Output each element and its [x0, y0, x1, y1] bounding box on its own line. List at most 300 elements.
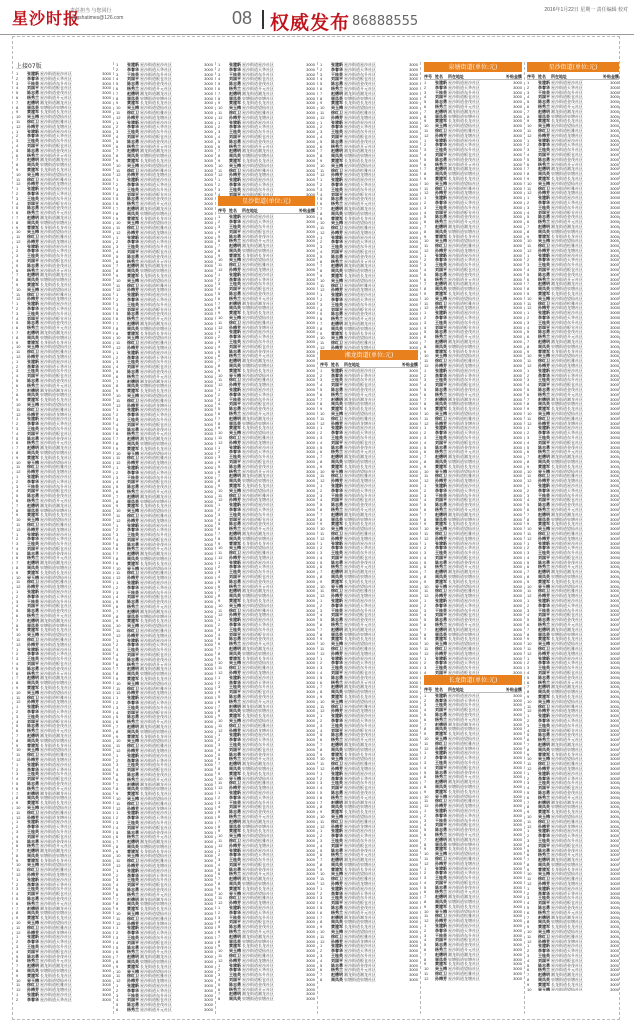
- table-row: 6 杨秀兰 星沙街道开元社区 3000: [218, 756, 315, 762]
- table-row: 10 吴玉梅 星沙街道望仙社区 3000: [16, 114, 111, 119]
- table-row: 6 杨秀兰 星沙街道开元社区 3000: [218, 85, 315, 91]
- table-row: 11 徐红卫 星沙街道松雅社区 3000: [424, 530, 522, 536]
- table-row: 2 李春华 星沙街道天华社区 3000: [527, 257, 619, 263]
- table-row: 9 黄建军 长龙街道长龙社区 3000: [218, 828, 315, 834]
- table-row: 6 杨秀兰 星沙街道开元社区 3000: [320, 622, 418, 627]
- table-row: 3 王桂英 星沙街道东升社区 3000: [116, 819, 213, 825]
- table-row: 10 吴玉梅 星沙街道望仙社区 3000: [16, 401, 111, 407]
- table-row: 8 周凤英 泉塘街道泉塘社区 3000: [527, 689, 619, 694]
- table-row: 11 徐红卫 星沙街道松雅社区 3000: [218, 492, 315, 498]
- table-row: 8 周凤英 泉塘街道泉塘社区 3000: [424, 726, 522, 732]
- table-row: 6 杨秀兰 星沙街道开元社区 3000: [320, 794, 418, 800]
- table-row: 10 吴玉梅 星沙街道望仙社区 3000: [527, 583, 619, 589]
- table-row: 12 孙梅芳 星沙街道龙塘社区 3000: [218, 497, 315, 503]
- table-row: 8 周凤英 泉塘街道泉塘社区 3000: [424, 956, 522, 962]
- table-row: 6 杨秀兰 星沙街道开元社区 3000: [424, 103, 522, 109]
- table-row: 8 周凤英 泉塘街道泉塘社区 3000: [527, 171, 619, 176]
- masthead: [0, 0, 634, 35]
- table-row: 9 黄建军 长龙街道长龙社区 3000: [116, 273, 213, 278]
- table-row: 7 赵德明 湘龙街道湘龙社区 3000: [116, 896, 213, 902]
- table-row: 2 李春华 星沙街道天华社区 3000: [424, 142, 522, 148]
- table-row: 3 王桂英 星沙街道东升社区 3000: [218, 741, 315, 747]
- table-row: 5 陈志勇 星沙街道金茂社区 3000: [116, 599, 213, 605]
- table-row: 12 孙梅芳 星沙街道龙塘社区 3000: [116, 517, 213, 523]
- table-row: 11 徐红卫 星沙街道松雅社区 3000: [218, 262, 315, 268]
- table-row: 8 周凤英 泉塘街道泉塘社区 3000: [320, 861, 418, 867]
- table-row: 5 陈志勇 星沙街道金茂社区 3000: [116, 541, 213, 547]
- table-row: 2 李春华 星沙街道天华社区 3000: [320, 297, 418, 302]
- table-row: 6 杨秀兰 星沙街道开元社区 3000: [218, 353, 315, 359]
- table-row: 8 周凤英 泉塘街道泉塘社区 3000: [218, 247, 315, 253]
- table-row: 11 徐红卫 星沙街道松雅社区 3000: [527, 876, 619, 882]
- table-row: 4 刘国平 星沙街道板仓社区 3000: [16, 488, 111, 494]
- table-row: 8 周凤英 泉塘街道泉塘社区 3000: [116, 210, 213, 216]
- table-row: 3 王桂英 星沙街道东升社区 3000: [527, 204, 619, 210]
- table-row: 5 陈志勇 星沙街道金茂社区 3000: [527, 962, 619, 968]
- table-row: 9 黄建军 长龙街道长龙社区 3000: [16, 282, 111, 287]
- table-row: 11 徐红卫 星沙街道松雅社区 3000: [320, 415, 418, 421]
- table-row: 4 刘国平 星沙街道板仓社区 3000: [16, 200, 111, 206]
- table-row: 6 杨秀兰 星沙街道开元社区 3000: [116, 373, 213, 379]
- table-row: 8 周凤英 泉塘街道泉塘社区 3000: [218, 363, 315, 368]
- table-row: 4 刘国平 星沙街道板仓社区 3000: [424, 324, 522, 330]
- table-row: 9 黄建军 长龙街道长龙社区 3000: [320, 866, 418, 872]
- table-row: 8 周凤英 泉塘街道泉塘社区 3000: [218, 996, 315, 1001]
- table-row: 3 王桂英 星沙街道东升社区 3000: [16, 483, 111, 489]
- table-row: 11 徐红卫 星沙街道松雅社区 3000: [16, 752, 111, 757]
- table-row: 5 陈志勇 星沙街道金茂社区 3000: [218, 578, 315, 584]
- table-row: 5 陈志勇 星沙街道金茂社区 3000: [16, 953, 111, 959]
- table-row: 5 陈志勇 星沙街道金茂社区 3000: [527, 329, 619, 335]
- table-row: 8 周凤英 泉塘街道泉塘社区 3000: [116, 153, 213, 158]
- table-row: 4 刘国平 星沙街道板仓社区 3000: [527, 382, 619, 387]
- table-row: 4 刘国平 星沙街道板仓社区 3000: [16, 776, 111, 781]
- table-row: 2 李春华 星沙街道天华社区 3000: [424, 755, 522, 760]
- table-row: 12 孙梅芳 星沙街道龙塘社区 3000: [16, 641, 111, 647]
- table-row: 7 赵德明 湘龙街道湘龙社区 3000: [527, 511, 619, 517]
- table-row: 12 孙梅芳 星沙街道龙塘社区 3000: [116, 863, 213, 868]
- table-row: 3 王桂英 星沙街道东升社区 3000: [527, 434, 619, 440]
- table-row: 5 陈志勇 星沙街道金茂社区 3000: [16, 896, 111, 901]
- table-row: 11 徐红卫 星沙街道松雅社区 3000: [527, 818, 619, 824]
- table-row: 7 赵德明 湘龙街道湘龙社区 3000: [116, 263, 213, 269]
- table-row: 4 刘国平 星沙街道板仓社区 3000: [527, 497, 619, 503]
- table-row: 1 张建新 星沙街道星沙社区 3000: [320, 713, 418, 718]
- table-row: 2 李春华 星沙街道天华社区 3000: [116, 642, 213, 648]
- table-row: 7 赵德明 湘龙街道湘龙社区 3000: [527, 741, 619, 747]
- table-row: 7 赵德明 湘龙街道湘龙社区 3000: [16, 445, 111, 450]
- table-row: 2 李春华 星沙街道天华社区 3000: [320, 717, 418, 723]
- table-row: 8 周凤英 泉塘街道泉塘社区 3000: [218, 153, 315, 158]
- table-row: 9 黄建军 长龙街道长龙社区 3000: [320, 578, 418, 584]
- table-row: 7 赵德明 湘龙街道湘龙社区 3000: [320, 263, 418, 269]
- table-row: 9 黄建军 长龙街道长龙社区 3000: [116, 388, 213, 393]
- table-row: 6 杨秀兰 星沙街道开元社区 3000: [527, 449, 619, 455]
- table-row: 4 刘国平 星沙街道板仓社区 3000: [116, 882, 213, 888]
- table-row: 7 赵德明 湘龙街道湘龙社区 3000: [116, 954, 213, 960]
- table-row: 7 赵德明 湘龙街道湘龙社区 3000: [16, 790, 111, 796]
- table-row: 4 刘国平 星沙街道板仓社区 3000: [320, 727, 418, 733]
- table-row: 6 杨秀兰 星沙街道开元社区 3000: [116, 661, 213, 667]
- table-row: 10 吴玉梅 星沙街道望仙社区 3000: [320, 929, 418, 934]
- table-row: 8 周凤英 泉塘街道泉塘社区 3000: [218, 478, 315, 483]
- table-row: 3 王桂英 星沙街道东升社区 3000: [527, 492, 619, 498]
- table-row: 12 孙梅芳 星沙街道龙塘社区 3000: [16, 123, 111, 129]
- table-row: 8 周凤英 泉塘街道泉塘社区 3000: [218, 420, 315, 426]
- table-row: 5 陈志勇 星沙街道金茂社区 3000: [424, 617, 522, 623]
- table-row: 4 刘国平 星沙街道板仓社区 3000: [527, 900, 619, 906]
- table-row: 6 杨秀兰 星沙街道开元社区 3000: [16, 152, 111, 158]
- table-row: 7 赵德明 湘龙街道湘龙社区 3000: [218, 300, 315, 306]
- table-row: 11 徐红卫 星沙街道松雅社区 3000: [116, 109, 213, 115]
- table-row: 6 杨秀兰 星沙街道开元社区 3000: [424, 947, 522, 952]
- table-row: 2 李春华 星沙街道天华社区 3000: [424, 812, 522, 818]
- table-row: 4 刘国平 星沙街道板仓社区 3000: [320, 382, 418, 387]
- table-row: 6 杨秀兰 星沙街道开元社区 3000: [16, 382, 111, 388]
- table-row: 10 吴玉梅 星沙街道望仙社区 3000: [116, 680, 213, 686]
- table-row: 2 李春华 星沙街道天华社区 3000: [424, 697, 522, 703]
- table-row: 5 陈志勇 星沙街道金茂社区 3000: [424, 99, 522, 104]
- table-row: 8 周凤英 泉塘街道泉塘社区 3000: [16, 795, 111, 801]
- table-row: 6 杨秀兰 星沙街道开元社区 3000: [527, 506, 619, 512]
- table-row: 3 王桂英 星沙街道东升社区 3000: [116, 474, 213, 480]
- table-row: 9 黄建军 长龙街道长龙社区 3000: [527, 578, 619, 584]
- table-row: 12 孙梅芳 星沙街道龙塘社区 3000: [16, 584, 111, 590]
- table-row: 12 孙梅芳 星沙街道龙塘社区 3000: [116, 229, 213, 235]
- table-row: 11 徐红卫 星沙街道松雅社区 3000: [527, 127, 619, 133]
- table-row: 10 吴玉梅 星沙街道望仙社区 3000: [320, 220, 418, 226]
- table-row: 9 黄建军 长龙街道长龙社区 3000: [424, 175, 522, 181]
- table-row: 3 王桂英 星沙街道东升社区 3000: [116, 647, 213, 653]
- table-row: 3 王桂英 星沙街道东升社区 3000: [116, 71, 213, 77]
- table-row: 11 徐红卫 星沙街道松雅社区 3000: [116, 282, 213, 288]
- table-row: 3 王桂英 星沙街道东升社区 3000: [424, 377, 522, 383]
- table-row: 7 赵德明 湘龙街道湘龙社区 3000: [116, 723, 213, 729]
- table-row: 4 刘国平 星沙街道板仓社区 3000: [116, 479, 213, 485]
- table-row: 1 张建新 星沙街道星沙社区 3000: [116, 925, 213, 931]
- table-row: 3 王桂英 星沙街道东升社区 3000: [527, 262, 619, 268]
- table-row: 7 赵德明 湘龙街道湘龙社区 3000: [16, 963, 111, 969]
- table-row: 2 李春华 星沙街道天华社区 3000: [218, 449, 315, 455]
- table-row: 3 王桂英 星沙街道东升社区 3000: [424, 434, 522, 440]
- table-row: 10 吴玉梅 星沙街道望仙社区 3000: [527, 123, 619, 128]
- table-row: 5 陈志勇 星沙街道金茂社区 3000: [320, 847, 418, 853]
- table-row: 2 李春华 星沙街道天华社区 3000: [527, 775, 619, 781]
- table-row: 10 吴玉梅 星沙街道望仙社区 3000: [320, 756, 418, 762]
- table-row: 11 徐红卫 星沙街道松雅社区 3000: [527, 703, 619, 709]
- table-row: 3 王桂英 星沙街道东升社区 3000: [320, 301, 418, 307]
- table-row: 7 赵德明 湘龙街道湘龙社区 3000: [527, 339, 619, 344]
- table-row: 7 赵德明 湘龙街道湘龙社区 3000: [116, 608, 213, 614]
- newspaper-logo: 星沙时报: [12, 9, 81, 28]
- table-row: 9 黄建军 长龙街道长龙社区 3000: [16, 915, 111, 921]
- table-row: 12 孙梅芳 星沙街道龙塘社区 3000: [116, 287, 213, 293]
- table-row: 8 周凤英 泉塘街道泉塘社区 3000: [424, 841, 522, 847]
- table-row: 2 李春华 星沙街道天华社区 3000: [218, 391, 315, 397]
- table-row: 9 黄建军 长龙街道长龙社区 3000: [16, 224, 111, 230]
- table-row: 9 黄建军 长龙街道长龙社区 3000: [218, 943, 315, 949]
- table-row: 5 陈志勇 星沙街道金茂社区 3000: [218, 291, 315, 296]
- table-row: 12 孙梅芳 星沙街道龙塘社区 3000: [218, 842, 315, 848]
- table-row: 3 王桂英 星沙街道东升社区 3000: [320, 71, 418, 77]
- table-row: 2 李春华 星沙街道天华社区 3000: [527, 717, 619, 723]
- table-row: 3 王桂英 星沙街道东升社区 3000: [527, 953, 619, 958]
- table-row: 5 陈志勇 星沙街道金茂社区 3000: [527, 789, 619, 795]
- table-row: 11 徐红卫 星沙街道松雅社区 3000: [116, 455, 213, 461]
- table-row: 4 刘国平 星沙街道板仓社区 3000: [527, 209, 619, 215]
- table-row: 6 杨秀兰 星沙街道开元社区 3000: [16, 900, 111, 906]
- table-row: 8 周凤英 泉塘街道泉塘社区 3000: [527, 458, 619, 464]
- table-row: 8 周凤英 泉塘街道泉塘社区 3000: [116, 786, 213, 792]
- table-row: 3 王桂英 星沙街道东升社区 3000: [424, 262, 522, 268]
- table-row: 6 杨秀兰 星沙街道开元社区 3000: [320, 449, 418, 455]
- table-row: 1 张建新 星沙街道星沙社区 3000: [116, 867, 213, 873]
- table-row: 11 徐红卫 星沙街道松雅社区 3000: [424, 798, 522, 804]
- table-row: 9 黄建军 长龙街道长龙社区 3000: [320, 809, 418, 814]
- table-row: 3 王桂英 星沙街道东升社区 3000: [424, 89, 522, 95]
- table-row: 3 王桂英 星沙街道东升社区 3000: [116, 877, 213, 883]
- table-row: 9 黄建军 长龙街道长龙社区 3000: [424, 636, 522, 642]
- table-row: 8 周凤英 泉塘街道泉塘社区 3000: [424, 458, 522, 464]
- table-row: 10 吴玉梅 星沙街道望仙社区 3000: [116, 738, 213, 744]
- table-row: 1 张建新 星沙街道星沙社区 3000: [320, 943, 418, 949]
- table-row: 9 黄建军 长龙街道长龙社区 3000: [16, 800, 111, 805]
- table-row: 5 陈志勇 星沙街道金茂社区 3000: [424, 559, 522, 565]
- table-row: 5 陈志勇 星沙街道金茂社区 3000: [527, 617, 619, 623]
- table-row: 12 孙梅芳 星沙街道龙塘社区 3000: [218, 382, 315, 387]
- table-row: 1 张建新 星沙街道星沙社区 3000: [527, 482, 619, 488]
- table-row: 6 杨秀兰 星沙街道开元社区 3000: [424, 161, 522, 167]
- table-row: 2 李春华 星沙街道天华社区 3000: [218, 506, 315, 512]
- table-row: 2 李春华 星沙街道天华社区 3000: [424, 660, 522, 666]
- table-row: 1 张建新 星沙街道星沙社区 3000: [424, 750, 522, 756]
- table-row: 11 徐红卫 星沙街道松雅社区 3000: [116, 743, 213, 748]
- table-row: 2 李春华 星沙街道天华社区 3000: [16, 248, 111, 254]
- table-row: 6 杨秀兰 星沙街道开元社区 3000: [218, 698, 315, 704]
- table-row: 10 吴玉梅 星沙街道望仙社区 3000: [527, 641, 619, 647]
- table-row: 11 徐红卫 星沙街道松雅社区 3000: [16, 349, 111, 355]
- table-row: 7 赵德明 湘龙街道湘龙社区 3000: [16, 272, 111, 278]
- table-row: 3 王桂英 星沙街道东升社区 3000: [527, 665, 619, 671]
- table-row: 1 张建新 星沙街道星沙社区 3000: [116, 119, 213, 125]
- table-row: 5 陈志勇 星沙街道金茂社区 3000: [116, 656, 213, 662]
- table-row: 1 张建新 星沙街道星沙社区 3000: [116, 695, 213, 700]
- table-row: 10 吴玉梅 星沙街道望仙社区 3000: [116, 853, 213, 859]
- table-row: 7 赵德明 湘龙街道湘龙社区 3000: [424, 511, 522, 517]
- table-row: 7 赵德明 湘龙街道湘龙社区 3000: [116, 90, 213, 96]
- table-row: 10 吴玉梅 星沙街道望仙社区 3000: [16, 632, 111, 638]
- table-row: 2 李春华 星沙街道天华社区 3000: [527, 545, 619, 551]
- table-row: 3 王桂英 星沙街道东升社区 3000: [320, 665, 418, 671]
- table-row: 4 刘国平 星沙街道板仓社区 3000: [320, 785, 418, 790]
- table-row: 7 赵德明 湘龙街道湘龙社区 3000: [116, 321, 213, 326]
- table-row: 11 徐红卫 星沙街道松雅社区 3000: [116, 628, 213, 633]
- table-row: 2 李春华 星沙街道天华社区 3000: [116, 699, 213, 705]
- table-row: 5 陈志勇 星沙街道金茂社区 3000: [527, 156, 619, 162]
- table-row: 2 李春华 星沙街道天华社区 3000: [218, 181, 315, 187]
- table-row: 4 刘国平 星沙街道板仓社区 3000: [218, 574, 315, 579]
- table-row: 4 刘国平 星沙街道板仓社区 3000: [116, 421, 213, 427]
- table-row: 11 徐红卫 星沙街道松雅社区 3000: [16, 637, 111, 642]
- table-row: 8 周凤英 泉塘街道泉塘社区 3000: [16, 565, 111, 570]
- table-row: 8 周凤英 泉塘街道泉塘社区 3000: [527, 631, 619, 637]
- table-row: 10 吴玉梅 星沙街道望仙社区 3000: [527, 756, 619, 762]
- table-row: 4 刘国平 星沙街道板仓社区 3000: [218, 133, 315, 139]
- table-row: 11 徐红卫 星沙街道松雅社区 3000: [320, 473, 418, 479]
- table-row: 8 周凤英 泉塘街道泉塘社区 3000: [424, 113, 522, 119]
- table-row: 7 赵德明 湘龙街道湘龙社区 3000: [424, 951, 522, 957]
- table-row: 12 孙梅芳 星沙街道龙塘社区 3000: [424, 803, 522, 808]
- table-row: 4 刘国平 星沙街道板仓社区 3000: [116, 652, 213, 657]
- table-row: 2 李春华 星沙街道天华社区 3000: [320, 239, 418, 245]
- table-row: 7 赵德明 湘龙街道湘龙社区 3000: [218, 761, 315, 766]
- table-row: 6 杨秀兰 星沙街道开元社区 3000: [16, 497, 111, 503]
- table-row: 4 刘国平 星沙街道板仓社区 3000: [320, 842, 418, 848]
- table-row: 4 刘国平 星沙街道板仓社区 3000: [320, 133, 418, 139]
- table-row: 2 李春华 星沙街道天华社区 3000: [320, 602, 418, 608]
- table-row: 5 陈志勇 星沙街道金茂社区 3000: [16, 493, 111, 498]
- table-row: 2 李春华 星沙街道天华社区 3000: [16, 421, 111, 426]
- table-row: 9 黄建军 长龙街道长龙社区 3000: [424, 903, 522, 909]
- table-row: 12 孙梅芳 星沙街道龙塘社区 3000: [218, 554, 315, 560]
- table-row: 10 吴玉梅 星沙街道望仙社区 3000: [424, 295, 522, 301]
- table-row: 4 刘国平 星沙街道板仓社区 3000: [218, 977, 315, 982]
- table-row: 1 张建新 星沙街道星沙社区 3000: [424, 80, 522, 85]
- table-row: 12 孙梅芳 星沙街道龙塘社区 3000: [424, 860, 522, 866]
- table-row: 4 刘国平 星沙街道板仓社区 3000: [527, 612, 619, 618]
- table-row: 8 周凤英 泉塘街道泉塘社区 3000: [116, 383, 213, 389]
- table-row: 11 徐红卫 星沙街道松雅社区 3000: [424, 740, 522, 746]
- table-row: 2 李春华 星沙街道天华社区 3000: [116, 354, 213, 360]
- table-row: 10 吴玉梅 星沙街道望仙社区 3000: [16, 862, 111, 868]
- table-row: 7 赵德明 湘龙街道湘龙社区 3000: [116, 493, 213, 499]
- table-row: 8 周凤英 泉塘街道泉塘社区 3000: [527, 919, 619, 925]
- table-row: 4 刘国平 星沙街道板仓社区 3000: [16, 661, 111, 666]
- table-row: 11 徐红卫 星沙街道松雅社区 3000: [424, 300, 522, 306]
- list-column: [218, 62, 315, 1014]
- table-row: 4 刘国平 星沙街道板仓社区 3000: [320, 670, 418, 675]
- table-row: 8 周凤英 泉塘街道泉塘社区 3000: [424, 286, 522, 292]
- table-row: 3 王桂英 星沙街道东升社区 3000: [424, 147, 522, 152]
- table-row: 9 黄建军 长龙街道长龙社区 3000: [424, 406, 522, 411]
- table-row: 7 赵德明 湘龙街道湘龙社区 3000: [320, 90, 418, 96]
- table-row: 9 黄建军 长龙街道长龙社区 3000: [116, 503, 213, 509]
- table-row: 10 吴玉梅 星沙街道望仙社区 3000: [320, 813, 418, 819]
- table-row: 8 周凤英 泉塘街道泉塘社区 3000: [218, 535, 315, 541]
- table-row: 6 杨秀兰 星沙街道开元社区 3000: [16, 325, 111, 331]
- table-row: 5 陈志勇 星沙街道金茂社区 3000: [218, 809, 315, 814]
- table-row: 11 徐红卫 星沙街道松雅社区 3000: [424, 855, 522, 861]
- table-row: 12 孙梅芳 星沙街道龙塘社区 3000: [16, 354, 111, 359]
- table-row: 8 周凤英 泉塘街道泉塘社区 3000: [424, 631, 522, 637]
- table-row: 5 陈志勇 星沙街道金茂社区 3000: [16, 378, 111, 383]
- table-row: 6 杨秀兰 星沙街道开元社区 3000: [320, 564, 418, 570]
- table-row: 3 王桂英 星沙街道东升社区 3000: [424, 550, 522, 555]
- table-row: 7 赵德明 湘龙街道湘龙社区 3000: [424, 108, 522, 114]
- table-row: 4 刘国平 星沙街道板仓社区 3000: [320, 497, 418, 503]
- table-row: 4 刘国平 星沙街道板仓社区 3000: [320, 612, 418, 618]
- page-number: 08: [232, 8, 253, 28]
- table-row: 9 黄建军 长龙街道长龙社区 3000: [218, 655, 315, 661]
- table-row: 10 吴玉梅 星沙街道望仙社区 3000: [424, 238, 522, 244]
- table-row: 3 王桂英 星沙街道东升社区 3000: [424, 492, 522, 498]
- table-row: 9 黄建军 长龙街道长龙社区 3000: [116, 560, 213, 566]
- table-row: 11 徐红卫 星沙街道松雅社区 3000: [16, 694, 111, 700]
- table-row: 2 李春华 星沙街道天华社区 3000: [424, 927, 522, 933]
- table-row: 6 杨秀兰 星沙街道开元社区 3000: [218, 295, 315, 301]
- table-row: 6 杨秀兰 星沙街道开元社区 3000: [527, 622, 619, 627]
- table-row: 11 徐红卫 星沙街道松雅社区 3000: [16, 464, 111, 470]
- table-row: 5 陈志勇 星沙街道金茂社区 3000: [424, 712, 522, 717]
- table-row: 9 黄建军 长龙街道长龙社区 3000: [424, 348, 522, 354]
- table-row: 10 吴玉梅 星沙街道望仙社区 3000: [527, 468, 619, 474]
- table-row: 9 黄建军 长龙街道长龙社区 3000: [527, 175, 619, 181]
- table-row: 6 杨秀兰 星沙街道开元社区 3000: [424, 774, 522, 780]
- table-row: 7 赵德明 湘龙街道湘龙社区 3000: [116, 436, 213, 441]
- table-row: 3 王桂英 星沙街道东升社区 3000: [320, 895, 418, 901]
- table-row: 6 杨秀兰 星沙街道开元社区 3000: [116, 546, 213, 552]
- table-row: 10 吴玉梅 星沙街道望仙社区 3000: [218, 602, 315, 608]
- table-row: 4 刘国平 星沙街道板仓社区 3000: [116, 767, 213, 772]
- table-row: 9 黄建军 长龙街道长龙社区 3000: [218, 713, 315, 718]
- table-row: 3 王桂英 星沙街道东升社区 3000: [16, 944, 111, 949]
- table-row: 12 孙梅芳 星沙街道龙塘社区 3000: [320, 114, 418, 120]
- table-row: 4 刘国平 星沙街道板仓社区 3000: [16, 891, 111, 897]
- table-row: 11 徐红卫 星沙街道松雅社区 3000: [424, 358, 522, 364]
- table-row: 9 黄建军 长龙街道长龙社区 3000: [424, 578, 522, 584]
- table-row: 12 孙梅芳 星沙街道龙塘社区 3000: [16, 238, 111, 244]
- table-row: 8 周凤英 泉塘街道泉塘社区 3000: [320, 804, 418, 810]
- table-row: 8 周凤英 泉塘街道泉塘社区 3000: [527, 574, 619, 579]
- row-list: [424, 693, 522, 981]
- table-row: 7 赵德明 湘龙街道湘龙社区 3000: [527, 857, 619, 862]
- row-list: [320, 62, 418, 350]
- table-row: 11 徐红卫 星沙街道松雅社区 3000: [424, 185, 522, 191]
- table-row: 2 李春华 星沙街道天华社区 3000: [16, 766, 111, 772]
- table-row: 6 杨秀兰 星沙街道开元社区 3000: [320, 201, 418, 206]
- table-row: 12 孙梅芳 星沙街道龙塘社区 3000: [16, 411, 111, 417]
- table-row: 3 王桂英 星沙街道东升社区 3000: [218, 186, 315, 192]
- table-row: 2 李春华 星沙街道天华社区 3000: [116, 987, 213, 993]
- table-row: 11 徐红卫 星沙街道松雅社区 3000: [116, 685, 213, 691]
- table-row: 12 孙梅芳 星沙街道龙塘社区 3000: [527, 420, 619, 426]
- table-row: 12 孙梅芳 星沙街道龙塘社区 3000: [218, 670, 315, 675]
- table-row: 12 孙梅芳 星沙街道龙塘社区 3000: [424, 650, 522, 656]
- table-row: 6 杨秀兰 星沙街道开元社区 3000: [116, 431, 213, 437]
- table-row: 1 张建新 星沙街道星沙社区 3000: [424, 137, 522, 143]
- table-row: 8 周凤英 泉塘街道泉塘社区 3000: [116, 440, 213, 446]
- table-row: 2 李春华 星沙街道天华社区 3000: [218, 276, 315, 282]
- table-row: 3 王桂英 星沙街道东升社区 3000: [16, 80, 111, 86]
- table-row: 10 吴玉梅 星沙街道望仙社区 3000: [16, 171, 111, 177]
- table-row: 2 李春华 星沙街道天华社区 3000: [116, 181, 213, 187]
- table-row: 8 周凤英 泉塘街道泉塘社区 3000: [116, 556, 213, 561]
- table-row: 10 吴玉梅 星沙街道望仙社区 3000: [424, 966, 522, 972]
- table-row: 1 张建新 星沙街道星沙社区 3000: [116, 810, 213, 816]
- table-row: 1 张建新 星沙街道星沙社区 3000: [320, 425, 418, 431]
- table-row: 1 张建新 星沙街道星沙社区 3000: [320, 234, 418, 240]
- table-row: 7 赵德明 湘龙街道湘龙社区 3000: [218, 358, 315, 364]
- list-column: [527, 62, 619, 1014]
- table-row: 10 吴玉梅 星沙街道望仙社区 3000: [218, 717, 315, 723]
- table-row: 5 陈志勇 星沙街道金茂社区 3000: [424, 827, 522, 832]
- table-row: 10 吴玉梅 星沙街道望仙社区 3000: [424, 908, 522, 914]
- table-row: 8 周凤英 泉塘街道泉塘社区 3000: [320, 977, 418, 982]
- table-row: 2 李春华 星沙街道天华社区 3000: [16, 363, 111, 369]
- table-row: 6 杨秀兰 星沙街道开元社区 3000: [16, 94, 111, 100]
- table-row: 10 吴玉梅 星沙街道望仙社区 3000: [218, 105, 315, 110]
- table-row: 4 刘国平 星沙街道板仓社区 3000: [16, 603, 111, 609]
